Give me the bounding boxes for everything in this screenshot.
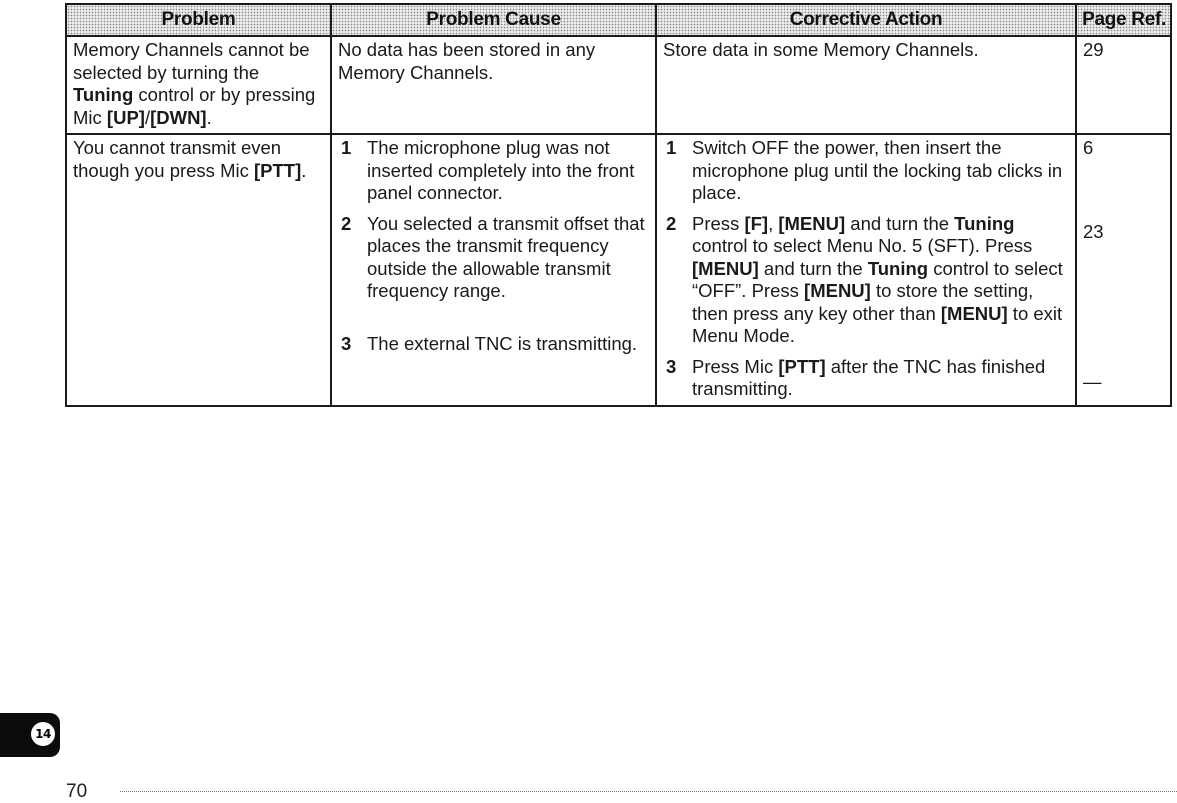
- problem-cell: You cannot transmit even though you press Mic [PTT].: [66, 134, 331, 406]
- page-ref-cell: 29: [1076, 36, 1171, 134]
- action-cell: Store data in some Memory Channels.: [656, 36, 1076, 134]
- action-step-2: [663, 213, 1069, 348]
- table-row: [66, 36, 1171, 134]
- page-ref: 23: [1083, 220, 1104, 242]
- step-text: You selected a transmit offset that places the transmit frequency outside the allowable transmit frequency range.: [367, 212, 645, 301]
- step-number: 1: [341, 137, 352, 158]
- step-number: 2: [666, 212, 677, 234]
- header-corrective-action: Corrective Action: [656, 4, 1076, 36]
- cause-cell: [331, 134, 656, 406]
- page-number: 70: [66, 781, 88, 802]
- chapter-tab: [0, 713, 60, 757]
- step-text: The external TNC is transmitting.: [367, 332, 638, 354]
- page-ref: —: [1083, 371, 1102, 392]
- action-step-1: [663, 137, 1069, 205]
- chapter-number-badge-icon: 14: [31, 722, 55, 746]
- cause-step-1: [338, 137, 649, 205]
- step-text: Press Mic [PTT] after the TNC has finished transmitting.: [692, 355, 1046, 399]
- step-number: 3: [666, 355, 677, 377]
- action-step-3: [663, 356, 1069, 401]
- cause-cell: No data has been stored in any Memory Channels.: [331, 36, 656, 134]
- table-row: [66, 134, 1171, 406]
- header-page-ref: Page Ref.: [1076, 4, 1171, 36]
- action-cell: [656, 134, 1076, 406]
- cause-step-2: [338, 213, 649, 303]
- step-number: 2: [341, 212, 352, 234]
- page-ref-cell: [1076, 134, 1171, 406]
- step-number: 1: [666, 137, 677, 158]
- step-text: Press [F], [MENU] and turn the Tuning control to select Menu No. 5 (SFT). Press [MENU] and turn the Tuning control to select “OFF”. Press [MENU] to store the setting, then press any key other than [MENU] to exit Menu Mode.: [692, 212, 1063, 346]
- step-number: 3: [341, 332, 352, 354]
- page-ref: 6: [1083, 137, 1094, 158]
- header-problem: Problem: [66, 4, 331, 36]
- troubleshooting-table: [65, 3, 1172, 407]
- footer-dotted-rule: [120, 791, 1177, 792]
- problem-cell: Memory Channels cannot be selected by turning the Tuning control or by pressing Mic [UP]/[DWN].: [66, 36, 331, 134]
- header-problem-cause: Problem Cause: [331, 4, 656, 36]
- step-text: Switch OFF the power, then insert the microphone plug until the locking tab clicks in place.: [692, 137, 1063, 203]
- cause-step-3: [338, 333, 649, 356]
- table-header-row: [66, 4, 1171, 36]
- step-text: The microphone plug was not inserted completely into the front panel connector.: [367, 137, 635, 203]
